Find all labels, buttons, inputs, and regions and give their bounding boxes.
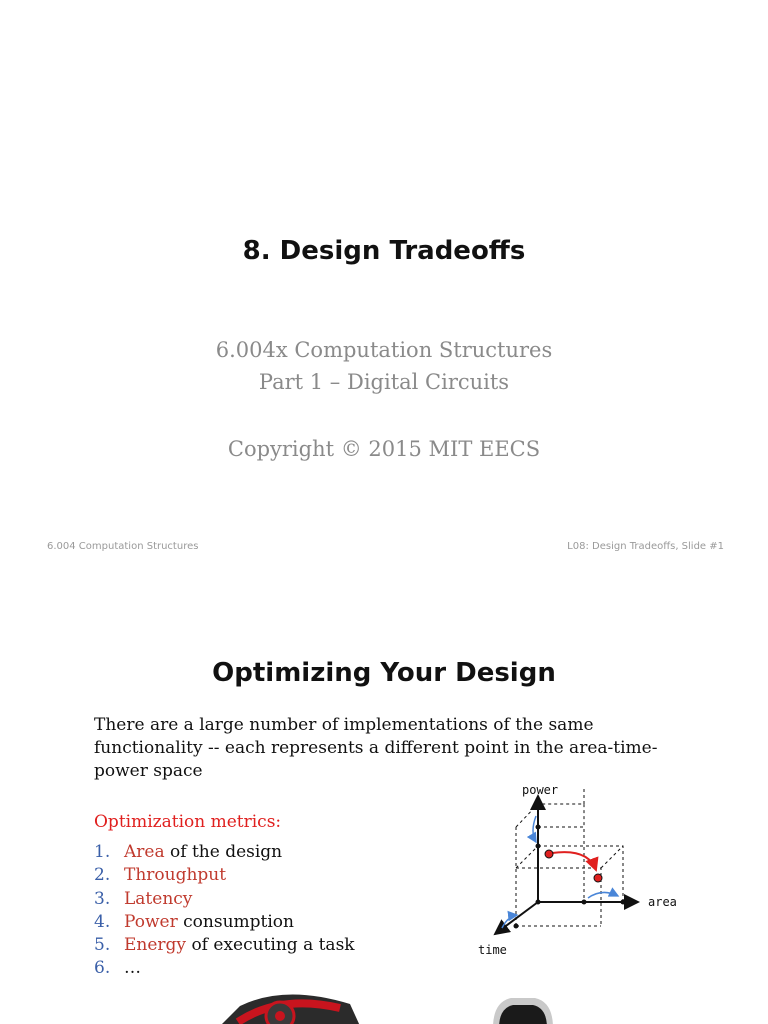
list-item — [94, 888, 355, 911]
course-name: 6.004x Computation Structures — [215, 338, 553, 362]
list-item — [94, 957, 355, 980]
metric-text: of the design — [164, 842, 283, 862]
list-item — [94, 864, 355, 887]
slide-title: 8. Design Tradeoffs — [242, 236, 526, 266]
footer-right: L08: Design Tradeoffs, Slide #1 — [567, 541, 724, 552]
list-number: 4. — [94, 911, 111, 932]
slide-2 — [0, 576, 768, 1024]
footer-left: 6.004 Computation Structures — [47, 541, 199, 552]
list-number: 6. — [94, 958, 111, 979]
metric-text: of executing a task — [186, 935, 355, 956]
metric-term: Area — [124, 842, 165, 862]
metric-term: … — [124, 958, 141, 979]
metric-term: Latency — [124, 888, 193, 909]
course-part: Part 1 – Digital Circuits — [258, 370, 510, 394]
slide-title: Optimizing Your Design — [212, 658, 556, 688]
list-number: 1. — [94, 842, 111, 862]
copyright-line: Copyright © 2015 MIT EECS — [227, 437, 541, 461]
dashed-box-small — [516, 846, 623, 926]
list-item — [94, 841, 355, 864]
metric-term: Power — [124, 911, 178, 932]
metric-text: consumption — [177, 911, 294, 932]
red-arrow — [552, 852, 596, 870]
axis-points — [514, 825, 626, 929]
list-item — [94, 911, 355, 934]
design-point-b — [594, 874, 602, 882]
metrics-heading: Optimization metrics: — [94, 812, 282, 832]
design-space-diagram — [470, 786, 700, 961]
axis-label-area: area — [648, 895, 677, 909]
metrics-list — [94, 841, 355, 981]
metric-term: Throughput — [124, 865, 227, 886]
list-number: 2. — [94, 865, 111, 886]
design-point-a — [545, 850, 553, 858]
intro-paragraph: There are a large number of implementations of the same functionality -- each represents a different point in the area-time-power space — [94, 715, 658, 781]
axis-label-power: power — [522, 786, 559, 797]
list-number: 3. — [94, 888, 111, 909]
metric-term: Energy — [124, 935, 187, 956]
list-item — [94, 934, 355, 957]
axis-label-time: time — [478, 943, 507, 957]
graphics-card-image — [210, 986, 360, 1024]
list-number: 5. — [94, 935, 111, 956]
smartwatch-image — [485, 988, 560, 1024]
